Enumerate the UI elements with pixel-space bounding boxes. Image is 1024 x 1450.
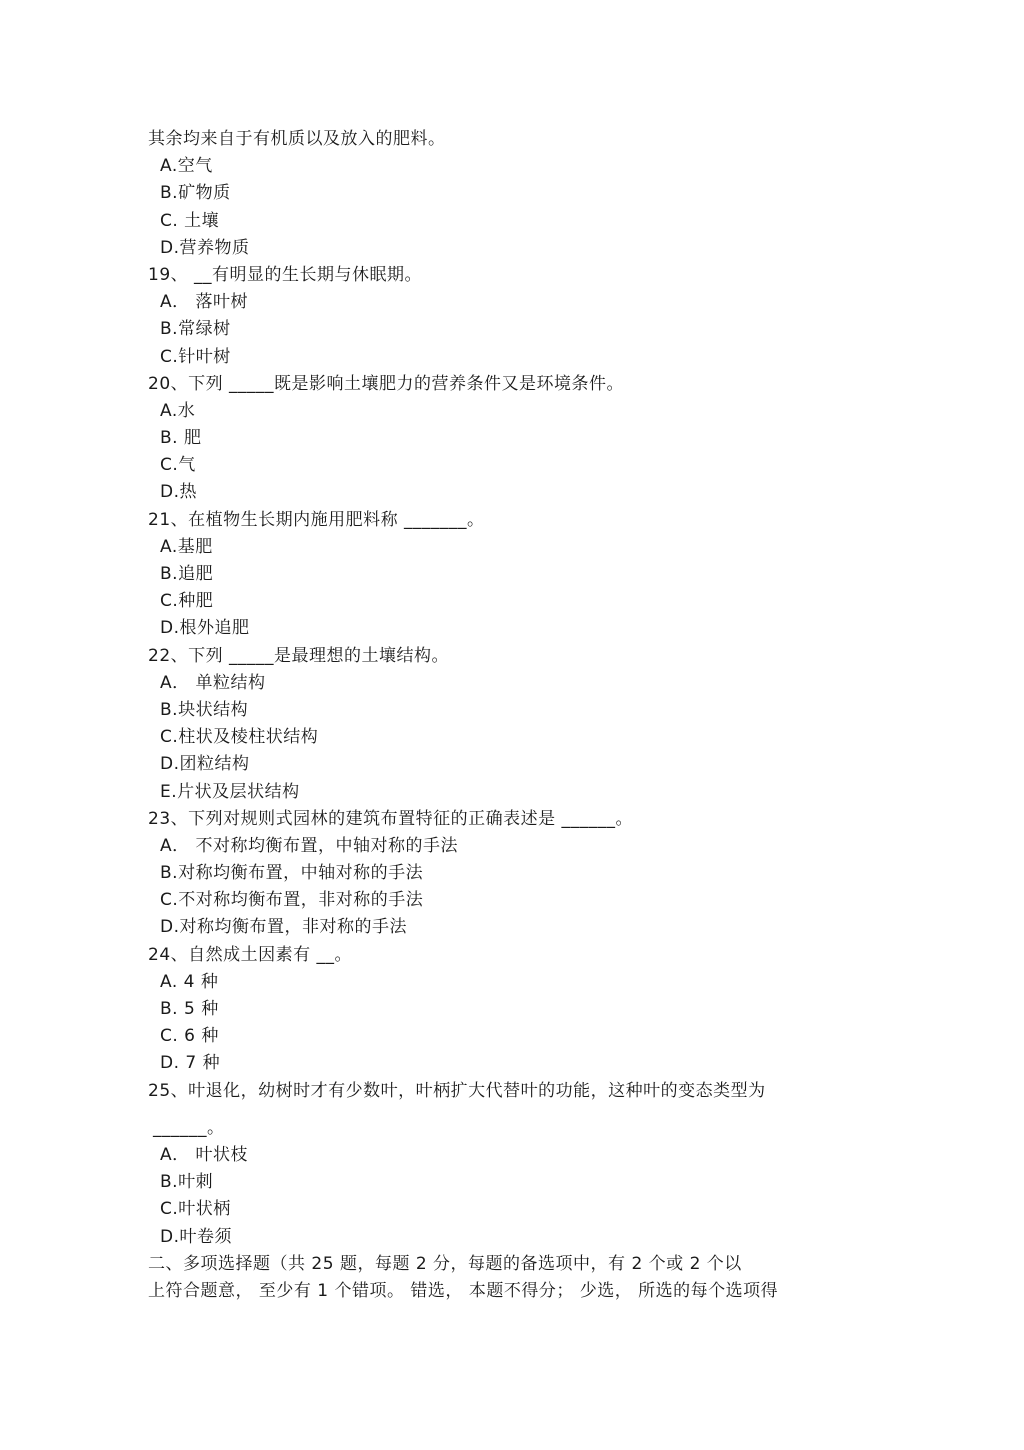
- answer-option: A． 落叶树: [160, 292, 249, 313]
- answer-option: B.追肥: [160, 564, 214, 584]
- answer-option: C.针叶树: [160, 346, 231, 367]
- answer-option: D.对称均衡布置，非对称的手法: [160, 917, 407, 938]
- answer-option: D.根外追肥: [160, 618, 250, 639]
- question-text: 22、下列 _____是最理想的土壤结构。: [148, 645, 450, 666]
- question-text: 24、自然成土因素有 __。: [148, 944, 353, 965]
- question-text: ______。: [153, 1117, 225, 1138]
- answer-option: A． 不对称均衡布置，中轴对称的手法: [160, 835, 459, 856]
- question-text: 25、叶退化，幼树时才有少数叶，叶柄扩大代替叶的功能，这种叶的变态类型为: [148, 1080, 766, 1101]
- answer-option: B.对称均衡布置，中轴对称的手法: [160, 863, 424, 884]
- answer-option: E.片状及层状结构: [160, 781, 300, 802]
- question-text: 23、下列对规则式园林的建筑布置特征的正确表述是 ______。: [148, 808, 634, 829]
- answer-option: D.叶卷须: [160, 1226, 232, 1247]
- question-text: 21、在植物生长期内施用肥料称 _______。: [148, 509, 485, 530]
- answer-option: D.热: [160, 482, 197, 503]
- question-text: 20、下列 _____既是影响土壤肥力的营养条件又是环境条件。: [148, 373, 625, 394]
- question-text: 19、 __有明显的生长期与休眠期。: [148, 264, 423, 285]
- line-gap: [148, 1105, 908, 1115]
- answer-option: A.空气: [160, 156, 213, 177]
- answer-option: A． 单粒结构: [160, 672, 266, 693]
- answer-option: C. 6 种: [160, 1026, 219, 1047]
- answer-option: B.块状结构: [160, 699, 249, 720]
- answer-option: C.柱状及棱柱状结构: [160, 727, 319, 748]
- question-text: 上符合题意， 至少有 1 个错项。 错选， 本题不得分； 少选， 所选的每个选项得: [148, 1280, 779, 1301]
- answer-option: B. 5 种: [160, 999, 219, 1019]
- answer-option: D. 7 种: [160, 1053, 221, 1074]
- answer-option: A.基肥: [160, 536, 213, 557]
- answer-option: B. 肥: [160, 428, 202, 449]
- answer-option: C.种肥: [160, 591, 214, 612]
- answer-option: D.团粒结构: [160, 754, 250, 775]
- question-text: 其余均来自于有机质以及放入的肥料。: [148, 129, 446, 149]
- exam-text-body: [148, 126, 908, 1305]
- answer-option: A. 4 种: [160, 971, 219, 992]
- answer-option: C.叶状柄: [160, 1199, 231, 1220]
- answer-option: B.常绿树: [160, 319, 231, 340]
- answer-option: C. 土壤: [160, 210, 220, 231]
- answer-option: C.不对称均衡布置，非对称的手法: [160, 890, 424, 911]
- question-text: 二、多项选择题（共 25 题，每题 2 分，每题的备选项中，有 2 个或 2 个以: [148, 1253, 742, 1274]
- answer-option: B.矿物质: [160, 183, 231, 204]
- answer-option: D.营养物质: [160, 237, 250, 258]
- answer-option: A． 叶状枝: [160, 1144, 249, 1165]
- answer-option: A.水: [160, 400, 196, 421]
- answer-option: C.气: [160, 455, 196, 476]
- answer-option: B.叶刺: [160, 1172, 214, 1193]
